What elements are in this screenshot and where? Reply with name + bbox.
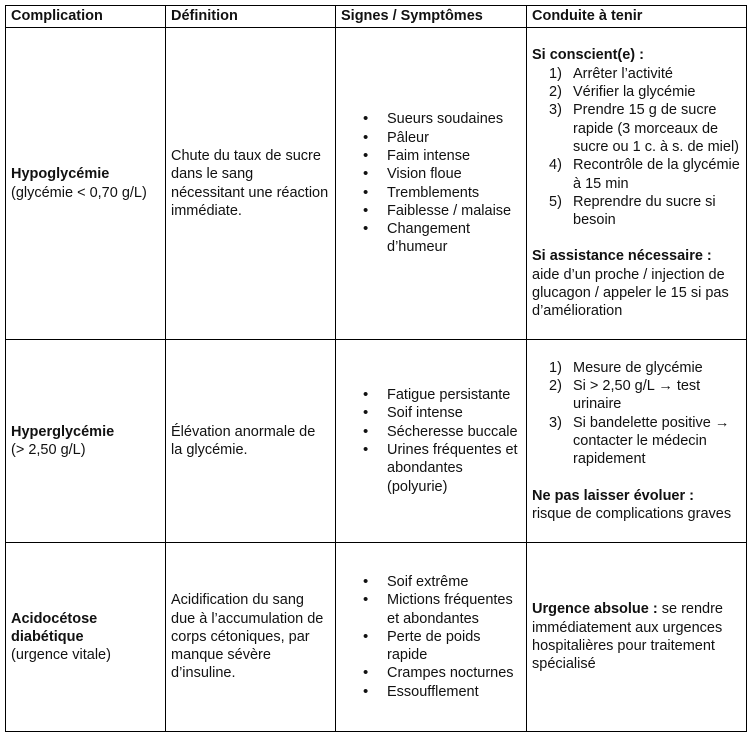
signs-cell (336, 28, 527, 340)
complication-name: Hypoglycémie (11, 166, 110, 183)
step-text: Mesure de glycémie (573, 359, 703, 376)
conduct-heading: Urgence absolue : (532, 601, 658, 618)
complication-cell (6, 543, 166, 732)
conduct-cell (527, 543, 747, 732)
header-complication: Complication (6, 6, 166, 28)
signs-list (341, 386, 521, 496)
sign-item: • Changement d’humeur (387, 220, 521, 257)
sign-item: • Soif intense (387, 404, 521, 422)
complication-qualifier: (> 2,50 g/L) (11, 442, 86, 458)
step-text: Si > 2,50 g/L → test urinaire (573, 378, 701, 413)
table-row-hyperglycemia (6, 340, 747, 543)
step-number: 2) (549, 84, 562, 101)
conduct-step (549, 414, 741, 469)
step-number: 3) (549, 102, 562, 119)
definition-cell: Acidification du sang due à l’accumulation de corps cétoniques, par manque sévère d’insuline. (166, 543, 336, 732)
conduct-step (549, 377, 741, 414)
complication-name: Acidocétose diabétique (11, 610, 98, 645)
step-number: 1) (549, 65, 562, 82)
sign-item: • Perte de poids rapide (387, 628, 521, 665)
conduct-heading: Ne pas laisser évoluer : (532, 487, 694, 504)
step-text: Reprendre du sucre si besoin (573, 193, 716, 229)
definition-cell: Élévation anormale de la glycémie. (166, 340, 336, 543)
conduct-cell (527, 28, 747, 340)
sign-item: • Mictions fréquentes et abondantes (387, 591, 521, 628)
header-conduct: Conduite à tenir (527, 6, 747, 28)
sign-item: • Fatigue persistante (387, 386, 521, 404)
complication-qualifier: (glycémie < 0,70 g/L) (11, 184, 147, 201)
conduct-step (549, 101, 741, 156)
conduct-step (549, 83, 741, 101)
step-text: Prendre 15 g de sucre rapide (3 morceaux de sucre ou 1 c. à s. de miel) (573, 102, 740, 155)
step-number: 5) (549, 193, 562, 210)
conduct-step (549, 359, 741, 377)
conduct-step (549, 65, 741, 83)
sign-item: • Faiblesse / malaise (387, 202, 521, 220)
step-text: Recontrôle de la glycémie à 15 min (573, 157, 740, 192)
conduct-steps (532, 359, 741, 469)
step-number: 1) (549, 359, 562, 376)
definition-cell: Chute du taux de sucre dans le sang nécessitant une réaction immédiate. (166, 28, 336, 340)
conduct-text (532, 600, 741, 673)
step-text: Arrêter l’activité (573, 65, 673, 82)
complication-cell (6, 28, 166, 340)
conduct-note: risque de complications graves (532, 505, 732, 522)
sign-item: • Sueurs soudaines (387, 110, 521, 128)
complications-table (5, 5, 747, 732)
sign-item: • Vision floue (387, 165, 521, 183)
header-definition: Définition (166, 6, 336, 28)
step-number: 2) (549, 378, 562, 395)
conduct-heading: Si assistance nécessaire : (532, 248, 712, 265)
header-signs: Signes / Symptômes (336, 6, 527, 28)
sign-item: • Sécheresse buccale (387, 423, 521, 441)
signs-list (341, 110, 521, 256)
sign-item: • Faim intense (387, 147, 521, 165)
conduct-note: aide d’un proche / injection de glucagon / appeler le 15 si pas d’amélioration (532, 266, 729, 320)
step-number: 4) (549, 157, 562, 174)
complication-name: Hyperglycémie (11, 423, 115, 440)
step-text: Si bandelette positive → contacter le médecin rapidement (573, 414, 730, 468)
sign-item: • Essoufflement (387, 683, 521, 701)
sign-item: • Soif extrême (387, 573, 521, 591)
conduct-cell (527, 340, 747, 543)
complication-cell (6, 340, 166, 543)
step-number: 3) (549, 414, 562, 431)
conduct-note: se rendre immédiatement aux urgences hospitalières pour traitement spécialisé (532, 601, 723, 673)
signs-cell (336, 340, 527, 543)
signs-list (341, 573, 521, 701)
conduct-step (549, 156, 741, 193)
sign-item: • Pâleur (387, 129, 521, 147)
sign-item: • Crampes nocturnes (387, 664, 521, 682)
sign-item: • Urines fréquentes et abondantes (polyurie) (387, 441, 521, 496)
sign-item: • Tremblements (387, 184, 521, 202)
table-row-hypoglycemia (6, 28, 747, 340)
complication-qualifier: (urgence vitale) (11, 647, 111, 664)
conduct-heading: Si conscient(e) : (532, 47, 644, 64)
conduct-steps (532, 65, 741, 230)
header-row (6, 6, 747, 28)
table-row-ketoacidosis (6, 543, 747, 732)
step-text: Vérifier la glycémie (573, 84, 696, 101)
conduct-step (549, 193, 741, 230)
signs-cell (336, 543, 527, 732)
